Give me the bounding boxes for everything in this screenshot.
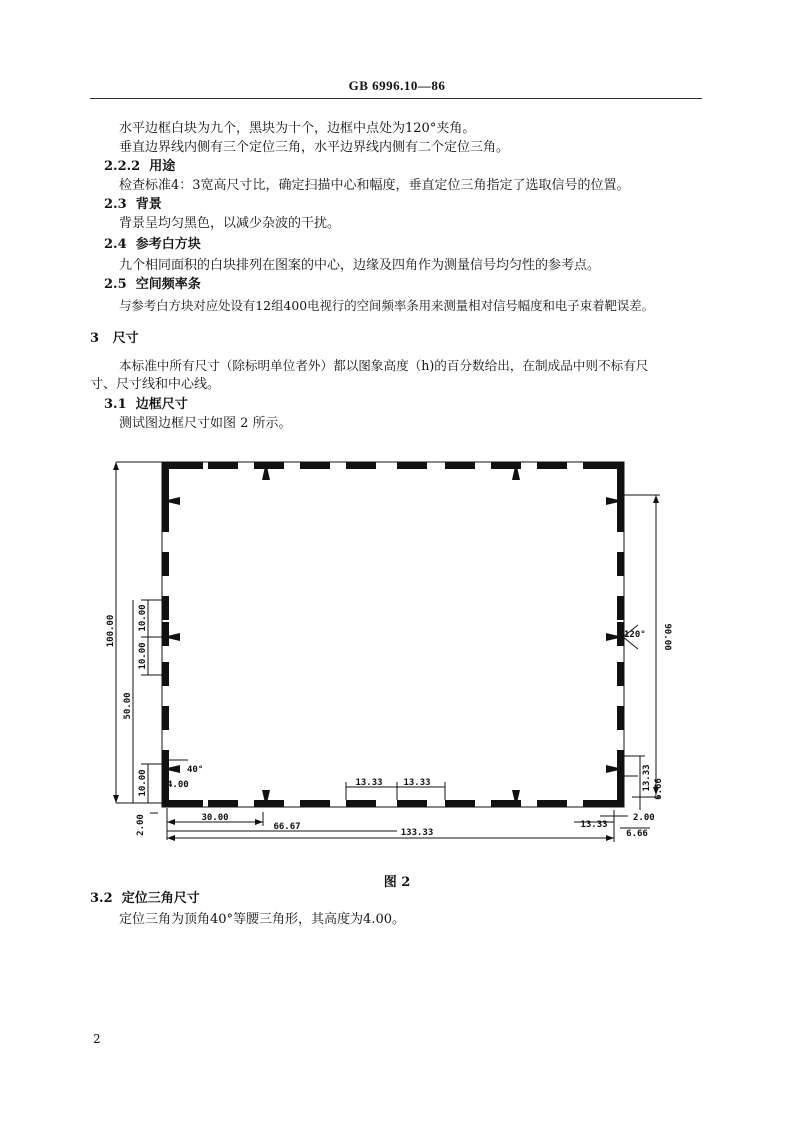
border-block-right — [617, 662, 624, 686]
border-block-right — [617, 596, 624, 620]
border-block-top — [397, 462, 427, 469]
section-title: 边框尺寸 — [135, 397, 188, 412]
section-number: 3.1 — [104, 397, 127, 412]
locating-triangles — [163, 462, 623, 807]
arrowhead — [606, 835, 614, 841]
dim-arrowheads — [113, 462, 659, 841]
section-title: 空间频率条 — [135, 277, 201, 292]
section-number: 2.4 — [104, 237, 127, 252]
section-number: 2.2.2 — [104, 159, 141, 174]
border-block-left — [162, 596, 169, 620]
border-block-top — [445, 462, 475, 469]
section-body-3-line2: 寸、尺寸线和中心线。 — [90, 377, 221, 392]
angle-label-40: 40° — [187, 765, 204, 775]
border-block-right — [617, 706, 624, 730]
section-body-2-3: 背景呈均匀黑色，以减少杂波的干扰。 — [119, 216, 341, 231]
page-header: GB 6996.10—86 — [348, 78, 446, 93]
border-block-top — [208, 462, 238, 469]
dim-label-13-33-right: 13.33 — [642, 764, 652, 792]
arrowhead — [113, 462, 119, 470]
dim-label-2-right: 2.00 — [633, 813, 655, 823]
border-block-right — [617, 750, 624, 807]
dim-label-90: 90.00 — [662, 623, 672, 651]
border-block-right — [617, 508, 624, 532]
figure-caption: 图 2 — [383, 875, 411, 890]
arrowhead — [167, 835, 175, 841]
section-body-3-line1: 本标准中所有尺寸（除标明单位者外）都以图象高度（h)的百分数给出，在制成品中则不标有尺 — [119, 358, 649, 373]
section-title: 参考白方块 — [135, 237, 201, 252]
section-title: 用途 — [149, 159, 176, 174]
dim-label-100: 100.00 — [106, 614, 116, 648]
border-block-top — [254, 462, 284, 469]
section-number: 3 — [90, 331, 100, 346]
border-block-bottom — [254, 800, 284, 807]
dim-label-66-67: 66.67 — [273, 822, 301, 832]
dim-label-50: 50.00 — [123, 692, 133, 720]
arrowhead — [113, 795, 119, 803]
arrowhead — [653, 495, 659, 503]
section-body-2-2-2: 检查标准4：3宽高尺寸比，确定扫描中心和幅度，垂直定位三角指定了选取信号的位置。 — [119, 178, 630, 193]
border-block-bottom — [537, 800, 567, 807]
dim-label-10-b: 10.00 — [138, 642, 148, 670]
test-pattern-frame — [162, 462, 624, 807]
section-heading-3-2 — [90, 889, 200, 908]
section-number: 2.3 — [104, 197, 127, 212]
dim-label-13-33-bottom: 13.33 — [580, 820, 608, 830]
section-title: 背景 — [135, 197, 162, 212]
section-body-3-1: 测试图边框尺寸如图 2 所示。 — [119, 416, 292, 431]
dim-label-30: 30.00 — [201, 813, 229, 823]
dim-label-2-left: 2.00 — [136, 814, 146, 836]
page-number: 2 — [93, 1032, 101, 1046]
dim-label-13-33-a: 13.33 — [355, 778, 383, 788]
dim-label-10-bottom: 10.00 — [138, 769, 148, 797]
border-block-right — [617, 622, 624, 646]
dimension-lines — [116, 462, 660, 842]
section-title: 尺寸 — [112, 331, 139, 346]
section-number: 3.2 — [90, 891, 113, 906]
section-body-2-5: 与参考白方块对应处设有12组400电视行的空间频率条用来测量相对信号幅度和电子束着靶误差。 — [119, 298, 655, 313]
border-block-left — [162, 750, 169, 807]
border-block-bottom — [346, 800, 376, 807]
dim-label-13-33-b: 13.33 — [403, 778, 431, 788]
border-block-bottom — [445, 800, 475, 807]
border-block-left — [162, 706, 169, 730]
section-title: 定位三角尺寸 — [121, 891, 200, 906]
paragraph-locating-triangles: 垂直边界线内侧有三个定位三角，水平边界线内侧有二个定位三角。 — [119, 140, 510, 155]
dim-label-6-66-bottom: 6.66 — [626, 829, 648, 839]
border-block-right — [617, 552, 624, 576]
border-block-left — [162, 508, 169, 532]
border-block-bottom — [208, 800, 238, 807]
section-number: 2.5 — [104, 277, 127, 292]
border-block-left — [162, 622, 169, 646]
dim-label-4: 4.00 — [167, 780, 189, 790]
dim-label-133-33: 133.33 — [400, 828, 434, 838]
section-body-2-4: 九个相同面积的白块排列在图案的中心，边缘及四角作为测量信号均匀性的参考点。 — [119, 258, 601, 273]
dim-label-6-66-right: 6.66 — [654, 778, 664, 800]
border-block-top — [346, 462, 376, 469]
angle-label-120: 120° — [624, 630, 646, 640]
border-block-bottom — [300, 800, 330, 807]
dim-label-10-a: 10.00 — [138, 604, 148, 632]
border-block-left — [162, 662, 169, 686]
paragraph-border-blocks: 水平边框白块为九个，黑块为十个，边框中点处为120°夹角。 — [119, 121, 476, 136]
border-block-top — [300, 462, 330, 469]
section-body-3-2: 定位三角为顶角40°等腰三角形，其高度为4.00。 — [119, 912, 405, 927]
arrowhead — [167, 819, 175, 825]
border-block-left — [162, 552, 169, 576]
border-black-blocks — [162, 462, 624, 807]
border-block-top — [537, 462, 567, 469]
border-block-bottom — [397, 800, 427, 807]
arrowhead — [255, 819, 263, 825]
